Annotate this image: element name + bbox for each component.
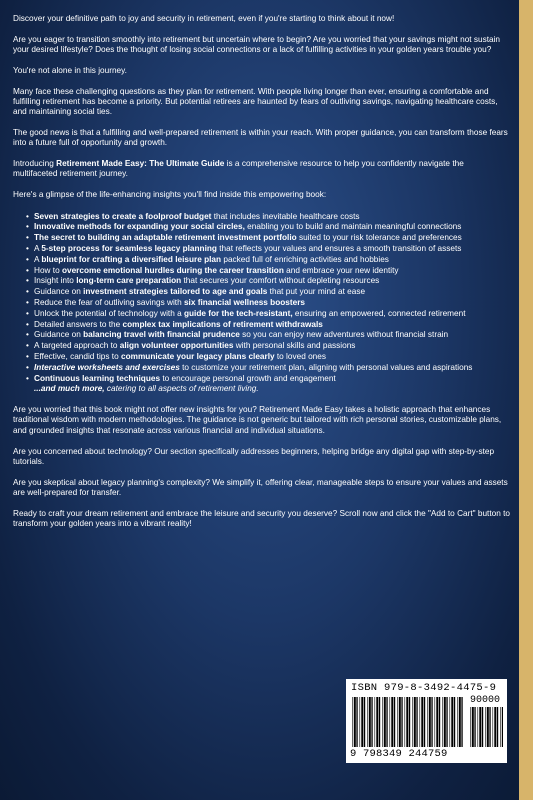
insight-item: • A targeted approach to align volunteer opportunities with personal skills and passions [34,341,510,351]
barcode-bars [352,697,464,747]
blurb-text [13,14,510,540]
good-news-paragraph: The good news is that a fulfilling and well-prepared retirement is within your reach. With proper guidance, you can transform those fears into a future full of opportunity and growth. [13,128,508,148]
insight-item: • A blueprint for crafting a diversified leisure plan packed full of enriching activities and hobbies [34,255,510,265]
insight-item: • A 5-step process for seamless legacy planning that reflects your values and ensures a smooth transition of assets [34,244,510,254]
insight-item: • Seven strategies to create a foolproof budget that includes inevitable healthcare costs [34,212,510,222]
barcode-digits: 9 798349 244759 [350,748,448,760]
barcode-addon-bars [470,707,503,747]
insight-item: • The secret to building an adaptable retirement investment portfolio suited to your risk tolerance and preferences [34,233,510,243]
insight-item: • Effective, candid tips to communicate your legacy plans clearly to loved ones [34,352,510,362]
insight-item: • Interactive worksheets and exercises to customize your retirement plan, aligning with personal values and aspirations [34,363,510,373]
insight-item: • Reduce the fear of outliving savings with six financial wellness boosters [34,298,510,308]
insight-item: • Insight into long-term care preparation that secures your comfort without depleting resources [34,276,510,286]
worried-paragraph: Are you worried that this book might not offer new insights for you? Retirement Made Easy takes a holistic approach that enhances traditional wisdom with modern methodologies. The guidance is not generic but tailored with rich personal stories, customizable plans, and grounded insights that resonate across various financial and individual situations. [13,405,502,435]
intro-paragraph: Discover your definitive path to joy and security in retirement, even if you're starting to think about it now! [13,14,395,23]
ready-paragraph: Ready to craft your dream retirement and embrace the leisure and security you deserve? Scroll now and click the "Add to Cart" button to transform your golden years into a vibrant reality! [13,508,510,528]
book-title: Retirement Made Easy: The Ultimate Guide [56,159,225,169]
insight-item: • Detailed answers to the complex tax implications of retirement withdrawals [34,320,510,330]
insight-item: • How to overcome emotional hurdles during the career transition and embrace your new identity [34,266,510,276]
barcode-addon-number: 90000 [470,695,501,706]
more-line: ...and much more, catering to all aspects of retirement living. [34,384,259,394]
glimpse-paragraph: Here's a glimpse of the life-enhancing insights you'll find inside this empowering book: [13,190,327,200]
spine-stripe [519,0,533,800]
insight-item: • Innovative methods for expanding your social circles, enabling you to build and maintain meaningful connections [34,222,510,232]
many-face-paragraph: Many face these challenging questions as they plan for retirement. With people living longer than ever, ensuring a comfortable and fulfilling retirement has become a priority. But potential retirees are haunted by fears of outliving savings, navigating healthcare costs, and maintaining social ties. [13,86,498,117]
insight-item: • Unlock the potential of technology with a guide for the tech-resistant, ensuring an empowered, connected retirement [34,309,510,319]
not-alone-paragraph: You're not alone in this journey. [13,65,127,75]
questions-paragraph: Are you eager to transition smoothly into retirement but uncertain where to begin? Are you worried that your savings might not sustain your desired lifestyle? Does the thought of losing social connections or a lack of fulfilling activities in your golden years trouble you? [13,34,501,55]
insight-item: • Guidance on balancing travel with financial prudence so you can enjoy new adventures without financial strain [34,330,510,340]
isbn-barcode [346,679,507,763]
isbn-label: ISBN 979-8-3492-4475-9 [351,682,497,694]
skeptical-paragraph: Are you skeptical about legacy planning's complexity? We simplify it, offering clear, manageable steps to ensure your values and assets are well-prepared for transfer. [13,477,508,497]
technology-paragraph: Are you concerned about technology? Our section specifically addresses beginners, helping bridge any digital gap with step-by-step tutorials. [13,446,495,466]
introducing-paragraph: Introducing Retirement Made Easy: The Ultimate Guide is a comprehensive resource to help you confidently navigate the multifaceted retirement journey. [13,159,464,179]
insight-list [13,212,510,384]
insight-item: • Continuous learning techniques to encourage personal growth and engagement [34,374,510,384]
insight-item: • Guidance on investment strategies tailored to age and goals that put your mind at ease [34,287,510,297]
